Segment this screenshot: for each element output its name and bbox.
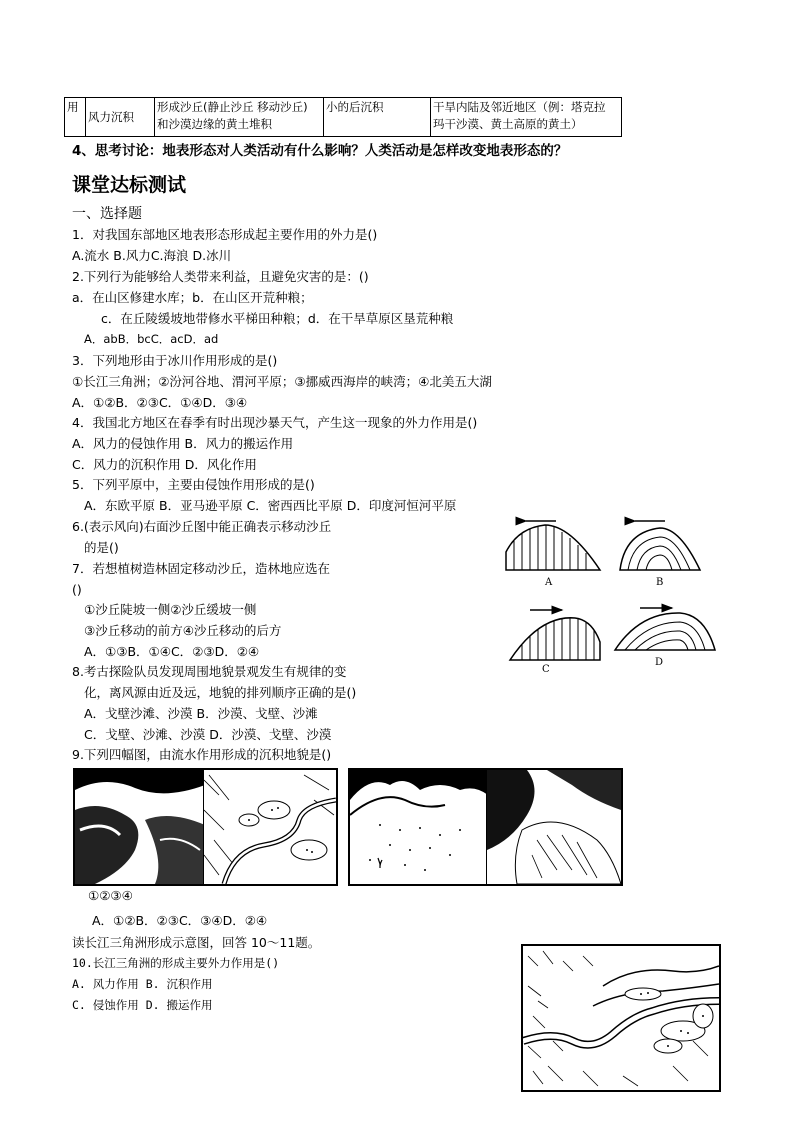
question-2-options: A．abB．bcC．acD．ad	[84, 332, 219, 346]
landform-sketch-1	[73, 768, 207, 886]
question-6-continued: 的是()	[84, 540, 119, 555]
dune-c	[510, 610, 600, 675]
question-10-options-cd: C. 侵蚀作用 D. 搬运作用	[72, 998, 213, 1012]
table-cell: 风力沉积	[86, 98, 155, 137]
question-4: 4．我国北方地区在春季有时出现沙暴天气，产生这一现象的外力作用是()	[72, 415, 478, 430]
question-4-options-cd: C．风力的沉积作用 D．风化作用	[72, 457, 257, 472]
question-10-options-ab: A. 风力作用 B. 沉积作用	[72, 977, 213, 991]
landform-sketch-4	[486, 768, 623, 886]
question-7-paren: ()	[72, 582, 82, 597]
table-cell: 干旱内陆及邻近地区（例：塔克拉 玛干沙漠、黄土高原的黄土）	[431, 98, 622, 137]
dune-label-c: C	[542, 664, 550, 675]
part-title: 一、选择题	[72, 206, 142, 222]
table-cell: 小的后沉积	[324, 98, 431, 137]
question-2: 2.下列行为能够给人类带来利益，且避免灾害的是：()	[72, 269, 369, 284]
question-8-options-ab: A．戈壁沙滩、沙漠 B．沙漠、戈壁、沙滩	[84, 706, 318, 721]
question-9-numbers: ①②③④	[88, 888, 133, 903]
landform-sketch-3	[348, 768, 490, 886]
dune-label-b: B	[656, 577, 664, 588]
dune-label-d: D	[655, 657, 664, 668]
question-7-options: A．①③B．①④C．②③D．②④	[84, 644, 260, 659]
landform-sketch-2	[203, 768, 338, 886]
question-7: 7．若想植树造林固定移动沙丘，造林地应选在	[72, 561, 330, 576]
question-10: 10.长江三角洲的形成主要外力作用是()	[72, 956, 280, 970]
question-9-options: A．①②B．②③C．③④D．②④	[92, 913, 268, 928]
question-3-items: ①长江三角洲；②汾河谷地、渭河平原；③挪威西海岸的峡湾；④北美五大湖	[72, 374, 492, 389]
question-7-items-34: ③沙丘移动的前方④沙丘移动的后方	[84, 623, 282, 638]
question-3-options: A．①②B．②③C．①④D．③④	[72, 395, 248, 410]
question-4-options-ab: A．风力的侵蚀作用 B．风力的搬运作用	[72, 436, 294, 451]
question-7-items-12: ①沙丘陡坡一侧②沙丘缓坡一侧	[84, 602, 257, 617]
question-8: 8.考古探险队员发现周围地貌景观发生有规律的变	[72, 664, 347, 679]
question-8-continued: 化，离风源由近及远，地貌的排列顺序正确的是()	[84, 685, 357, 700]
table-cell: 用	[65, 98, 86, 137]
section-title: 课堂达标测试	[72, 174, 187, 196]
dune-d	[615, 608, 715, 668]
question-2-item-cd: c．在丘陵缓坡地带修水平梯田种粮；d．在干旱草原区垦荒种粮	[101, 311, 454, 326]
table-cell: 形成沙丘(静止沙丘 移动沙丘) 和沙漠边缘的黄土堆积	[155, 98, 324, 137]
landform-table	[64, 97, 622, 137]
dune-a	[506, 521, 600, 588]
dune-b	[620, 521, 700, 588]
dune-label-a: A	[545, 577, 553, 588]
question-5-options: A．东欧平原 B．亚马逊平原 C．密西西比平原 D．印度河恒河平原	[84, 498, 457, 513]
question-1: 1．对我国东部地区地表形态形成起主要作用的外力是()	[72, 227, 378, 242]
question-2-item-ab: a．在山区修建水库；b．在山区开荒种粮；	[72, 290, 313, 305]
discussion-question: 4、思考讨论：地表形态对人类活动有什么影响？人类活动是怎样改变地表形态的？	[72, 143, 568, 159]
question-9: 9.下列四幅图，由流水作用形成的沉积地貌是()	[72, 747, 332, 762]
reading-instruction: 读长江三角洲形成示意图，回答 10～11题。	[72, 935, 321, 950]
yangtze-delta-map	[521, 944, 721, 1092]
question-3: 3．下列地形由于冰川作用形成的是()	[72, 353, 278, 368]
question-6: 6.(表示风向)右面沙丘图中能正确表示移动沙丘	[72, 519, 332, 534]
question-1-options: A.流水 B.风力C.海浪 D.冰川	[72, 248, 232, 263]
dune-figure	[500, 510, 730, 680]
question-5: 5．下列平原中，主要由侵蚀作用形成的是()	[72, 477, 315, 492]
question-8-options-cd: C．戈壁、沙滩、沙漠 D．沙漠、戈壁、沙漠	[84, 727, 332, 742]
